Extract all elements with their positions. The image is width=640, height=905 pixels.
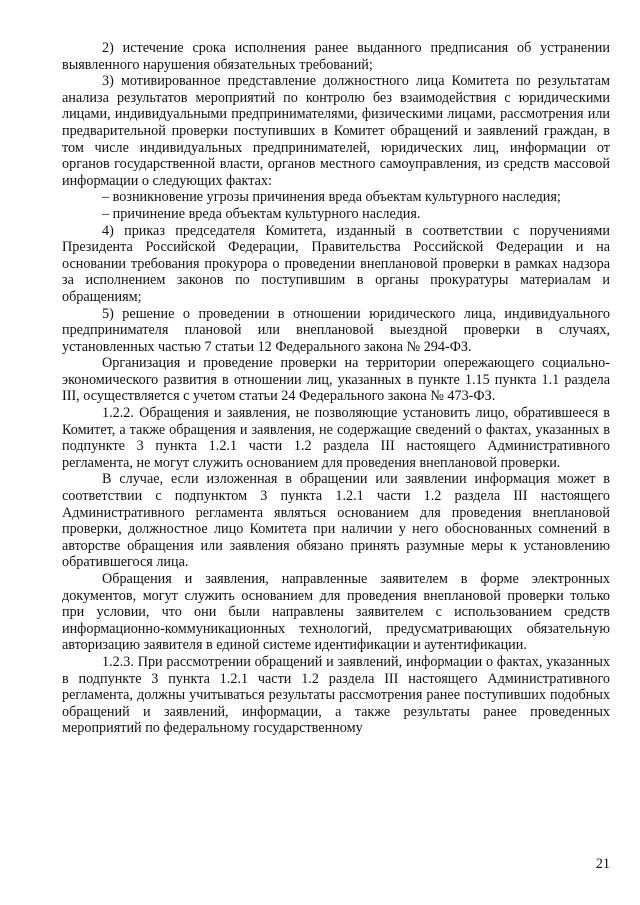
paragraph-item-5: 5) решение о проведении в отношении юридического лица, индивидуального предпринимателя плановой или внеплановой выездной проверки в случаях, установленных частью 7 статьи 12 Федерального закона № 294-ФЗ. [62, 305, 610, 355]
list-item-threat: – возникновение угрозы причинения вреда объектам культурного наследия; [102, 189, 561, 206]
paragraph-item-4: 4) приказ председателя Комитета, изданный в соответствии с поручениями Президента Российской Федерации, Правительства Российской Федерации и на основании требования прокурора о проведении внеплановой проверки в рамках надзора за исполнением законов по поступившим в органы прокуратуры материалам и обращениям; [62, 222, 610, 305]
paragraph-item-3: 3) мотивированное представление должностного лица Комитета по результатам анализа результатов мероприятий по контролю без взаимодействия с юридическими лицами, индивидуальными предпринимателями, физическими лицами, рассмотрения или предварительной проверки поступивших в Комитет обращений и заявлений граждан, в том числе индивидуальных предпринимателей, юридических лиц, информации от органов государственной власти, органов местного самоуправления, из средств массовой информации о следующих фактах: [62, 73, 610, 189]
page-number: 21 [595, 856, 610, 872]
paragraph-item-2: 2) истечение срока исполнения ранее выданного предписания об устранении выявленного нарушения обязательных требований; [62, 40, 610, 73]
paragraph-doubts: В случае, если изложенная в обращении или заявлении информация может в соответствии с подпунктом 3 пункта 1.2.1 части 1.2 раздела III настоящего Административного регламента являться основанием для проведения внеплановой проверки, должностное лицо Комитета при наличии у него обоснованных сомнений в авторстве обращения или заявления обязано принять разумные меры к установлению обратившегося лица. [62, 471, 610, 571]
paragraph-organization: Организация и проведение проверки на территории опережающего социально-экономического развития в отношении лиц, указанных в пункте 1.15 пункта 1.1 раздела III, осуществляется с учетом статьи 24 Федерального закона № 473-ФЗ. [62, 355, 610, 405]
document-body [62, 40, 610, 737]
paragraph-electronic: Обращения и заявления, направленные заявителем в форме электронных документов, могут служить основанием для проведения внеплановой проверки только при условии, что они были направлены заявителем с использованием средств информационно-коммуникационных технологий, предусматривающих обязательную авторизацию заявителя в единой системе идентификации и аутентификации. [62, 571, 610, 654]
paragraph-1-2-3: 1.2.3. При рассмотрении обращений и заявлений, информации о фактах, указанных в подпункте 3 пункта 1.2.1 части 1.2 раздела III настоящего Административного регламента, должны учитываться результаты рассмотрения ранее поступивших подобных обращений и заявлений, информации, а также результаты ранее проведенных мероприятий по федеральному государственному [62, 653, 610, 737]
list-item-harm: – причинение вреда объектам культурного наследия. [102, 205, 421, 222]
paragraph-1-2-2: 1.2.2. Обращения и заявления, не позволяющие установить лицо, обратившееся в Комитет, а также обращения и заявления, не содержащие сведений о фактах, указанных в подпункте 3 пункта 1.2.1 части 1.2 раздела III настоящего Административного регламента, не могут служить основанием для проведения внеплановой проверки. [62, 405, 610, 471]
